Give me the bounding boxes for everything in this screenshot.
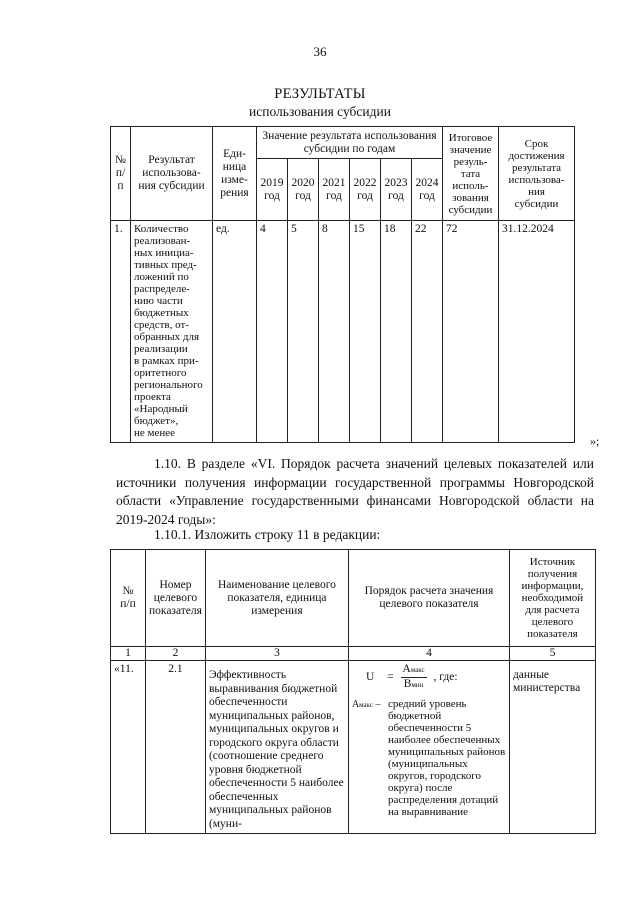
formula-denominator: Вмин [403,678,424,690]
row-unit: ед. [213,221,257,443]
row-calculation [348,661,509,834]
row-num: «11. [111,661,146,834]
row-source: данные министерства [509,661,595,834]
closing-quote: »; [590,434,600,448]
header-indicator-name: Наименование целевого показателя, единица измерения [205,550,348,647]
row-num: 1. [111,221,131,443]
header-year: 2020 год [288,159,319,221]
header-source: Источник получения информации, необходимой для расчета целевого показателя [509,550,595,647]
section-subtitle: использования субсидии [249,104,391,119]
section-title: РЕЗУЛЬТАТЫ [274,86,366,102]
formula-fraction [401,663,427,692]
header-total: Итоговое значение резуль- тата исполь- зования субсидии [443,127,499,221]
row-deadline: 31.12.2024 [499,221,575,443]
column-number: 3 [205,647,348,661]
column-number: 2 [146,647,206,661]
target-indicators-table [110,549,596,834]
row-value: 4 [257,221,288,443]
row-indicator-name: Эффективность выравнивания бюджетной обеспеченности муниципальных районов, муниципальных округов и городского округа области (соотношение среднего уровня бюджетной обеспеченности 5 наиболее обеспеченных муниципальных районов (муни- [205,661,348,834]
header-result: Результат использова- ния субсидии [131,127,213,221]
column-number: 5 [509,647,595,661]
paragraph-1-10: 1.10. В разделе «VI. Порядок расчета значений целевых показателей или источники получения информации государственной программы Новгородской области «Управление государственными финансами Новгородской области на 2019-2024 годы»: [116,456,594,527]
definition-text: средний уровень бюджетной обеспеченности 5 наиболее обеспеченных муниципальных районов (муниципальных округов, городского округа) после распределения дотаций на выравнивание [387,698,506,818]
formula-numerator: Амакс [401,663,427,678]
header-values-by-year: Значение результата использования субсидии по годам [257,127,443,159]
row-value: 22 [412,221,443,443]
row-result: Количество реализован- ных инициа- тивных пред- ложений по распределе- нию части бюджетных средств, от- обранных для реализации в рамках при- оритетного регионального проекта «Народный бюджет», не менее [131,221,213,443]
row-value: 8 [319,221,350,443]
definition [352,698,506,818]
definition-symbol: Амакс – [351,699,381,710]
column-number: 4 [348,647,509,661]
header-year: 2022 год [350,159,381,221]
formula-equals: = [387,671,394,684]
header-year: 2019 год [257,159,288,221]
header-unit: Еди- ница изме- рения [213,127,257,221]
paragraph-1-10-1: 1.10.1. Изложить строку 11 в редакции: [154,527,381,542]
row-value: 18 [381,221,412,443]
header-deadline: Срок достижения результата использова- ния субсидии [499,127,575,221]
row-value: 15 [350,221,381,443]
formula [352,663,506,692]
formula-tail: , где: [433,671,458,684]
column-number: 1 [111,647,146,661]
header-num: № п/п [111,550,146,647]
row-target-number: 2.1 [146,661,206,834]
formula-lhs: U [365,671,375,684]
row-value: 5 [288,221,319,443]
header-target-number: Номер целевого показателя [146,550,206,647]
row-total: 72 [443,221,499,443]
header-num: № п/п [111,127,131,221]
header-calculation: Порядок расчета значения целевого показателя [348,550,509,647]
header-year: 2021 год [319,159,350,221]
header-year: 2024 год [412,159,443,221]
page-number: 36 [313,44,327,59]
results-table [110,126,575,443]
header-year: 2023 год [381,159,412,221]
